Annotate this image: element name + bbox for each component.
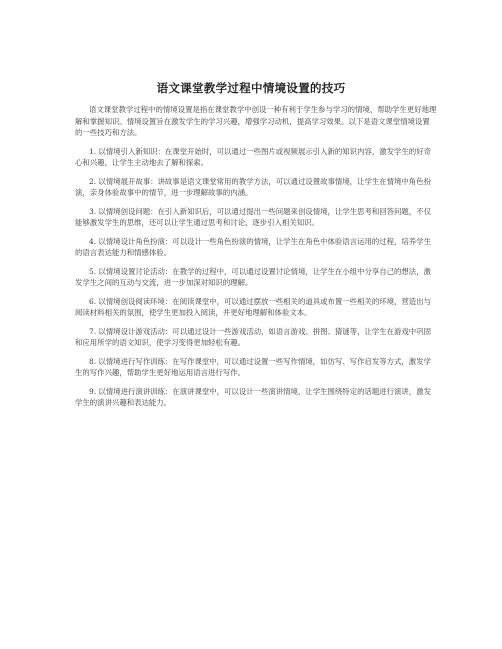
list-item: 6. 以情境创设阅读环境：在阅读课堂中，可以通过摆放一些相关的道具或布置一些相关的环境，营造出与阅读材料相关的氛围，使学生更加投入阅读，并更好地理解和体验文本。 [75,296,431,317]
list-item: 5. 以情境设置讨论活动：在教学的过程中，可以通过设置讨论情境，让学生在小组中分享自己的想法，激发学生之间的互动与交流，进一步加深对知识的理解。 [75,266,431,287]
list-item: 4. 以情境设计角色扮演：可以设计一些角色扮演的情境，让学生在角色中体验语言运用的过程，培养学生的语言表达能力和情感体验。 [75,236,431,257]
list-item: 7. 以情境设计游戏活动：可以通过设计一些游戏活动，如语言游戏、拼图、猜谜等，让学生在游戏中巩固和应用所学的语文知识，使学习变得更加轻松有趣。 [75,326,431,347]
list-item: 8. 以情境进行写作训练：在写作课堂中，可以通过设置一些写作情境，如仿写、写作启发等方式，激发学生的写作兴趣，帮助学生更好地运用语言进行写作。 [75,356,431,377]
intro-paragraph: 语文课堂教学过程中的情境设置是指在课堂教学中创设一种有利于学生参与学习的情境，帮助学生更好地理解和掌握知识。情境设置旨在激发学生的学习兴趣，增强学习动机，提高学习效果。以下是语文课堂情境设置的一些技巧和方法。 [75,105,437,137]
document-body [75,104,437,416]
document-title: 语文课堂教学过程中情境设置的技巧 [156,81,346,95]
list-item: 3. 以情境创设问题：在引入新知识后，可以通过提出一些问题来创设情境，让学生思考和回答问题，不仅能够激发学生的思维，还可以让学生通过思考和讨论，逐步引入相关知识。 [75,206,431,227]
list-item: 9. 以情境进行演讲训练：在演讲课堂中，可以设计一些演讲情境，让学生围绕特定的话题进行演讲，激发学生的演讲兴趣和表达能力。 [75,386,431,407]
list-item: 2. 以情境展开故事：讲故事是语文课堂常用的教学方法，可以通过设置故事情境，让学生在情境中角色扮演，亲身体验故事中的情节，进一步理解故事的内涵。 [75,176,431,197]
list-item: 1. 以情境引入新知识：在课堂开始时，可以通过一些图片或视频展示引入新的知识内容，激发学生的好奇心和兴趣，让学生主动地去了解和探索。 [75,146,431,167]
